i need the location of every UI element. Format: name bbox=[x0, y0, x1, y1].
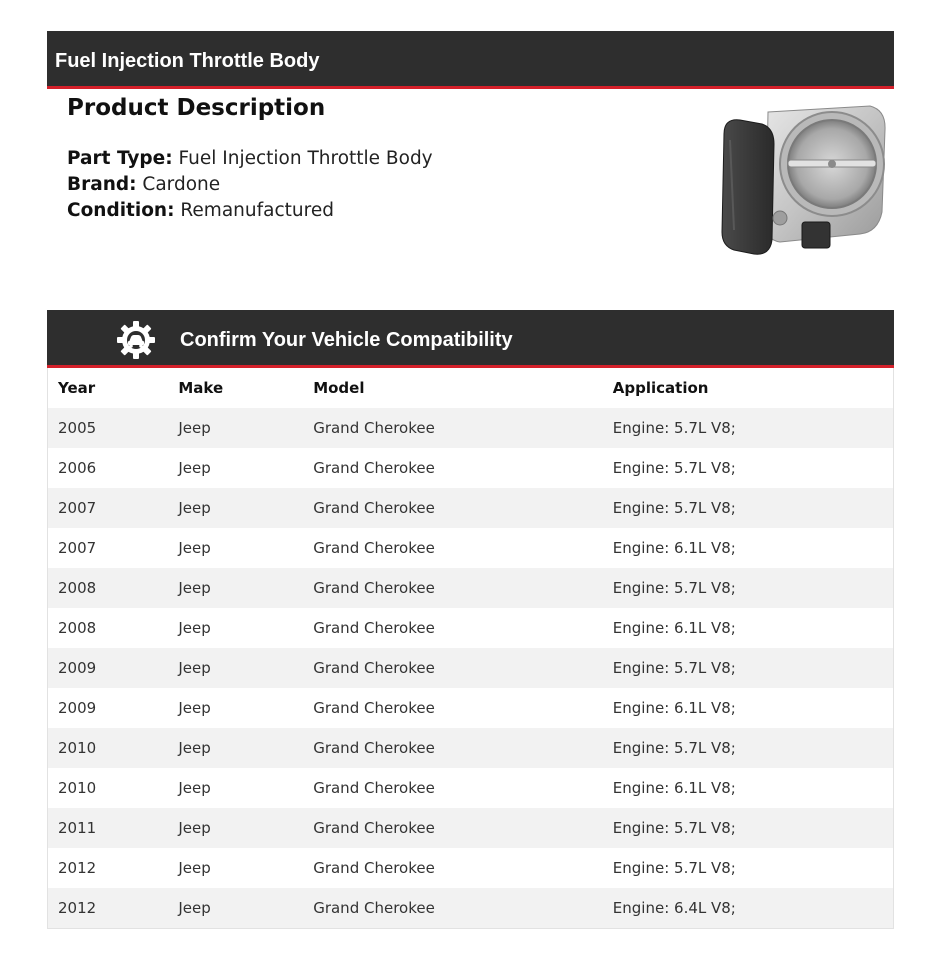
make-cell: Jeep bbox=[168, 528, 303, 568]
table-row bbox=[48, 848, 894, 888]
product-description-heading: Product Description bbox=[67, 95, 326, 121]
year-cell: 2007 bbox=[48, 528, 169, 568]
model-cell: Grand Cherokee bbox=[303, 648, 603, 688]
application-cell: Engine: 5.7L V8; bbox=[603, 568, 894, 608]
year-cell: 2010 bbox=[48, 768, 169, 808]
title-banner bbox=[47, 31, 894, 89]
condition-label: Condition: bbox=[67, 200, 175, 221]
part-type-row bbox=[67, 146, 433, 172]
application-cell: Engine: 5.7L V8; bbox=[603, 488, 894, 528]
model-cell: Grand Cherokee bbox=[303, 688, 603, 728]
table-body bbox=[48, 408, 894, 928]
make-cell: Jeep bbox=[168, 688, 303, 728]
year-cell: 2007 bbox=[48, 488, 169, 528]
make-cell: Jeep bbox=[168, 648, 303, 688]
brand-label: Brand: bbox=[67, 174, 137, 195]
condition-row bbox=[67, 198, 433, 224]
make-cell: Jeep bbox=[168, 848, 303, 888]
model-cell: Grand Cherokee bbox=[303, 568, 603, 608]
make-cell: Jeep bbox=[168, 568, 303, 608]
make-cell: Jeep bbox=[168, 808, 303, 848]
application-cell: Engine: 6.1L V8; bbox=[603, 688, 894, 728]
year-cell: 2009 bbox=[48, 688, 169, 728]
application-cell: Engine: 5.7L V8; bbox=[603, 808, 894, 848]
table-row bbox=[48, 568, 894, 608]
make-cell: Jeep bbox=[168, 608, 303, 648]
table-row bbox=[48, 408, 894, 448]
table-row bbox=[48, 608, 894, 648]
application-cell: Engine: 6.1L V8; bbox=[603, 528, 894, 568]
application-cell: Engine: 6.1L V8; bbox=[603, 768, 894, 808]
model-cell: Grand Cherokee bbox=[303, 488, 603, 528]
brand-value: Cardone bbox=[142, 174, 221, 195]
part-type-value: Fuel Injection Throttle Body bbox=[178, 148, 433, 169]
compatibility-banner bbox=[47, 310, 894, 368]
model-cell: Grand Cherokee bbox=[303, 808, 603, 848]
table-row bbox=[48, 648, 894, 688]
table-row bbox=[48, 528, 894, 568]
year-cell: 2010 bbox=[48, 728, 169, 768]
table-row bbox=[48, 768, 894, 808]
year-cell: 2009 bbox=[48, 648, 169, 688]
model-cell: Grand Cherokee bbox=[303, 848, 603, 888]
make-cell: Jeep bbox=[168, 408, 303, 448]
model-cell: Grand Cherokee bbox=[303, 888, 603, 928]
brand-row bbox=[67, 172, 433, 198]
table-row bbox=[48, 688, 894, 728]
make-cell: Jeep bbox=[168, 448, 303, 488]
table-row bbox=[48, 488, 894, 528]
make-cell: Jeep bbox=[168, 488, 303, 528]
compatibility-table bbox=[47, 368, 894, 929]
model-cell: Grand Cherokee bbox=[303, 448, 603, 488]
application-cell: Engine: 6.1L V8; bbox=[603, 608, 894, 648]
make-cell: Jeep bbox=[168, 728, 303, 768]
year-cell: 2008 bbox=[48, 568, 169, 608]
model-cell: Grand Cherokee bbox=[303, 768, 603, 808]
table-row bbox=[48, 728, 894, 768]
throttle-body-photo bbox=[710, 100, 890, 265]
product-title: Fuel Injection Throttle Body bbox=[55, 50, 320, 72]
product-description-list bbox=[67, 146, 433, 224]
column-header-model: Model bbox=[303, 368, 603, 408]
compatibility-title: Confirm Your Vehicle Compatibility bbox=[180, 329, 513, 351]
column-header-make: Make bbox=[168, 368, 303, 408]
year-cell: 2012 bbox=[48, 848, 169, 888]
model-cell: Grand Cherokee bbox=[303, 608, 603, 648]
application-cell: Engine: 5.7L V8; bbox=[603, 848, 894, 888]
model-cell: Grand Cherokee bbox=[303, 528, 603, 568]
year-cell: 2008 bbox=[48, 608, 169, 648]
application-cell: Engine: 5.7L V8; bbox=[603, 648, 894, 688]
make-cell: Jeep bbox=[168, 768, 303, 808]
year-cell: 2005 bbox=[48, 408, 169, 448]
table-row bbox=[48, 808, 894, 848]
condition-value: Remanufactured bbox=[180, 200, 334, 221]
column-header-year: Year bbox=[48, 368, 169, 408]
gear-car-icon bbox=[115, 319, 157, 361]
column-header-application: Application bbox=[603, 368, 894, 408]
table-row bbox=[48, 448, 894, 488]
year-cell: 2011 bbox=[48, 808, 169, 848]
table-row bbox=[48, 888, 894, 928]
application-cell: Engine: 5.7L V8; bbox=[603, 728, 894, 768]
year-cell: 2006 bbox=[48, 448, 169, 488]
application-cell: Engine: 5.7L V8; bbox=[603, 448, 894, 488]
part-type-label: Part Type: bbox=[67, 148, 173, 169]
year-cell: 2012 bbox=[48, 888, 169, 928]
make-cell: Jeep bbox=[168, 888, 303, 928]
table-header-row bbox=[48, 368, 894, 408]
application-cell: Engine: 6.4L V8; bbox=[603, 888, 894, 928]
model-cell: Grand Cherokee bbox=[303, 728, 603, 768]
application-cell: Engine: 5.7L V8; bbox=[603, 408, 894, 448]
model-cell: Grand Cherokee bbox=[303, 408, 603, 448]
